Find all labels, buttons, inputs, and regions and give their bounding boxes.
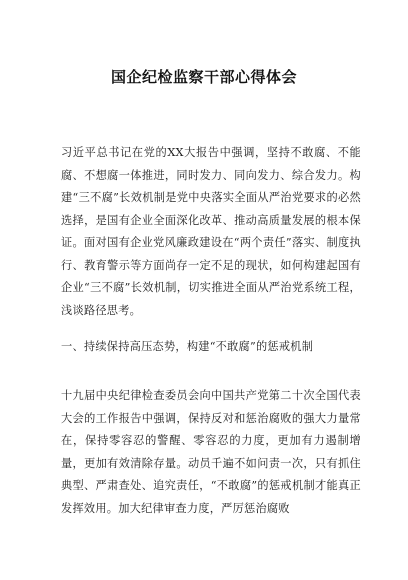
intro-paragraph: 习近平总书记在党的XX大报告中强调，坚持不敢腐、不能腐、不想腐一体推进，同时发力、同向发力、综合发力。构建“三不腐”长效机制是党中央落实全面从严治党要求的必然选择，是国有企业全面深化改革、推动高质量发展的根本保证。面对国有企业党风廉政建设在“两个责任”落实、制度执行、教育警示等方面尚存一定不足的现状，如何构建起国有企业“三不腐”长效机制，切实推进全面从严治党系统工程，浅谈路径思考。 [61, 146, 361, 317]
document-title: 国企纪检监察干部心得体会 [110, 68, 297, 86]
body-paragraph: 十九届中央纪律检查委员会向中国共产党第二十次全国代表大会的工作报告中强调，保持反对和惩治腐败的强大力量常在，保持零容忍的警醒、零容忍的力度，更加有力遏制增量，更加有效清除存量。动员千遍不如问责一次，只有抓住典型、严肃查处、追究责任，“不敢腐”的惩戒机制才能真正发挥效用。加大纪律审查力度，严厉惩治腐败 [61, 389, 361, 515]
section-heading: 一、持续保持高压态势，构建“不敢腐”的惩戒机制 [61, 340, 314, 353]
